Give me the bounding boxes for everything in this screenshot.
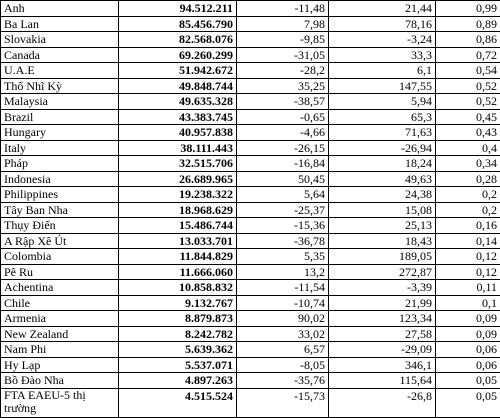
country-cell: Tây Ban Nha [1, 202, 119, 218]
value-cell: 11.666.060 [119, 264, 237, 280]
value-cell: 82.568.076 [119, 32, 237, 48]
country-cell: Hy Lạp [1, 357, 119, 373]
change-cell-2: 5,94 [329, 94, 436, 110]
share-cell: 0,06 [436, 357, 500, 373]
share-cell: 0,72 [436, 47, 500, 63]
table-row [1, 78, 500, 94]
change-cell-1: -15,36 [237, 218, 329, 234]
change-cell-1: 50,45 [237, 171, 329, 187]
change-cell-2: 189,05 [329, 249, 436, 265]
change-cell-1: -4,66 [237, 125, 329, 141]
change-cell-1: -36,78 [237, 233, 329, 249]
country-cell: Armenia [1, 311, 119, 327]
change-cell-2: -26,8 [329, 388, 436, 417]
country-cell: Nam Phi [1, 342, 119, 358]
table-row [1, 140, 500, 156]
country-cell: Achentina [1, 280, 119, 296]
change-cell-1: -0,65 [237, 109, 329, 125]
change-cell-1: 13,2 [237, 264, 329, 280]
value-cell: 38.111.443 [119, 140, 237, 156]
change-cell-2: -26,94 [329, 140, 436, 156]
share-cell: 0,14 [436, 233, 500, 249]
change-cell-2: 18,24 [329, 156, 436, 172]
share-cell: 0,52 [436, 78, 500, 94]
change-cell-2: 49,63 [329, 171, 436, 187]
table-body [1, 1, 500, 418]
share-cell: 0,54 [436, 63, 500, 79]
change-cell-2: 346,1 [329, 357, 436, 373]
change-cell-2: 18,43 [329, 233, 436, 249]
change-cell-2: 6,1 [329, 63, 436, 79]
country-cell: Brazil [1, 109, 119, 125]
share-cell: 0,16 [436, 218, 500, 234]
value-cell: 13.033.701 [119, 233, 237, 249]
table-row [1, 233, 500, 249]
table-row [1, 342, 500, 358]
country-cell: Malaysia [1, 94, 119, 110]
country-cell: Philippines [1, 187, 119, 203]
table-row [1, 295, 500, 311]
share-cell: 0,2 [436, 202, 500, 218]
country-cell: Indonesia [1, 171, 119, 187]
change-cell-1: -10,74 [237, 295, 329, 311]
country-cell: Thụy Điển [1, 218, 119, 234]
change-cell-2: 27,58 [329, 326, 436, 342]
value-cell: 49.635.328 [119, 94, 237, 110]
value-cell: 94.512.211 [119, 1, 237, 17]
table-row [1, 1, 500, 17]
change-cell-1: -31,05 [237, 47, 329, 63]
table-row [1, 156, 500, 172]
value-cell: 51.942.672 [119, 63, 237, 79]
share-cell: 0,28 [436, 171, 500, 187]
change-cell-1: -25,37 [237, 202, 329, 218]
change-cell-1: 6,57 [237, 342, 329, 358]
change-cell-2: 71,63 [329, 125, 436, 141]
change-cell-1: -11,48 [237, 1, 329, 17]
change-cell-2: -3,39 [329, 280, 436, 296]
table-row [1, 373, 500, 389]
value-cell: 26.689.965 [119, 171, 237, 187]
country-cell: Chile [1, 295, 119, 311]
country-cell: Thổ Nhĩ Kỳ [1, 78, 119, 94]
country-cell: Ba Lan [1, 16, 119, 32]
table-row [1, 171, 500, 187]
change-cell-1: -28,2 [237, 63, 329, 79]
share-cell: 0,86 [436, 32, 500, 48]
table-row [1, 109, 500, 125]
change-cell-1: -15,73 [237, 388, 329, 417]
table-row [1, 218, 500, 234]
country-cell: Italy [1, 140, 119, 156]
value-cell: 8.879.873 [119, 311, 237, 327]
change-cell-2: 147,55 [329, 78, 436, 94]
value-cell: 5.639.362 [119, 342, 237, 358]
country-cell: Slovakia [1, 32, 119, 48]
country-cell: Bồ Đào Nha [1, 373, 119, 389]
change-cell-2: 272,87 [329, 264, 436, 280]
share-cell: 0,99 [436, 1, 500, 17]
share-cell: 0,05 [436, 388, 500, 417]
change-cell-1: -9,85 [237, 32, 329, 48]
table-row [1, 32, 500, 48]
share-cell: 0,52 [436, 94, 500, 110]
change-cell-1: 35,25 [237, 78, 329, 94]
value-cell: 4.515.524 [119, 388, 237, 417]
share-cell: 0,4 [436, 140, 500, 156]
table-row [1, 16, 500, 32]
change-cell-2: 78,16 [329, 16, 436, 32]
value-cell: 8.242.782 [119, 326, 237, 342]
value-cell: 18.968.629 [119, 202, 237, 218]
table-row [1, 357, 500, 373]
change-cell-2: -3,24 [329, 32, 436, 48]
country-cell: Hungary [1, 125, 119, 141]
table-row [1, 94, 500, 110]
table-row [1, 125, 500, 141]
change-cell-1: -8,05 [237, 357, 329, 373]
table-row [1, 326, 500, 342]
change-cell-1: -38,57 [237, 94, 329, 110]
value-cell: 11.844.829 [119, 249, 237, 265]
share-cell: 0,45 [436, 109, 500, 125]
share-cell: 0,1 [436, 295, 500, 311]
value-cell: 69.260.299 [119, 47, 237, 63]
share-cell: 0,2 [436, 187, 500, 203]
country-cell: Canada [1, 47, 119, 63]
table-row [1, 249, 500, 265]
change-cell-2: 21,44 [329, 1, 436, 17]
value-cell: 9.132.767 [119, 295, 237, 311]
change-cell-1: 33,02 [237, 326, 329, 342]
value-cell: 85.456.790 [119, 16, 237, 32]
country-cell: Pháp [1, 156, 119, 172]
country-cell: Colombia [1, 249, 119, 265]
share-cell: 0,43 [436, 125, 500, 141]
share-cell: 0,06 [436, 342, 500, 358]
table-row [1, 63, 500, 79]
country-cell: Pê Ru [1, 264, 119, 280]
share-cell: 0,09 [436, 311, 500, 327]
table-row [1, 311, 500, 327]
table-row [1, 47, 500, 63]
change-cell-1: -35,76 [237, 373, 329, 389]
country-cell: U.A.E [1, 63, 119, 79]
change-cell-2: 65,3 [329, 109, 436, 125]
value-cell: 19.238.322 [119, 187, 237, 203]
change-cell-1: -26,15 [237, 140, 329, 156]
change-cell-2: -29,09 [329, 342, 436, 358]
change-cell-2: 33,3 [329, 47, 436, 63]
share-cell: 0,12 [436, 264, 500, 280]
value-cell: 5.537.071 [119, 357, 237, 373]
value-cell: 32.515.706 [119, 156, 237, 172]
share-cell: 0,05 [436, 373, 500, 389]
table-row [1, 280, 500, 296]
value-cell: 43.383.745 [119, 109, 237, 125]
change-cell-2: 115,64 [329, 373, 436, 389]
share-cell: 0,89 [436, 16, 500, 32]
table-row [1, 264, 500, 280]
change-cell-1: -16,84 [237, 156, 329, 172]
change-cell-2: 123,34 [329, 311, 436, 327]
change-cell-1: 90,02 [237, 311, 329, 327]
change-cell-2: 21,99 [329, 295, 436, 311]
country-cell: FTA EAEU-5 thị trường [1, 388, 119, 417]
change-cell-1: 5,64 [237, 187, 329, 203]
value-cell: 4.897.263 [119, 373, 237, 389]
value-cell: 15.486.744 [119, 218, 237, 234]
table-row [1, 187, 500, 203]
share-cell: 0,09 [436, 326, 500, 342]
value-cell: 40.957.838 [119, 125, 237, 141]
change-cell-1: 7,98 [237, 16, 329, 32]
change-cell-1: -11,54 [237, 280, 329, 296]
country-cell: New Zealand [1, 326, 119, 342]
change-cell-1: 5,35 [237, 249, 329, 265]
table-row [1, 202, 500, 218]
share-cell: 0,12 [436, 249, 500, 265]
value-cell: 49.848.744 [119, 78, 237, 94]
country-cell: Anh [1, 1, 119, 17]
change-cell-2: 15,08 [329, 202, 436, 218]
table-row [1, 388, 500, 417]
change-cell-2: 25,13 [329, 218, 436, 234]
share-cell: 0,11 [436, 280, 500, 296]
change-cell-2: 24,38 [329, 187, 436, 203]
country-cell: A Rập Xê Út [1, 233, 119, 249]
value-cell: 10.858.832 [119, 280, 237, 296]
share-cell: 0,34 [436, 156, 500, 172]
